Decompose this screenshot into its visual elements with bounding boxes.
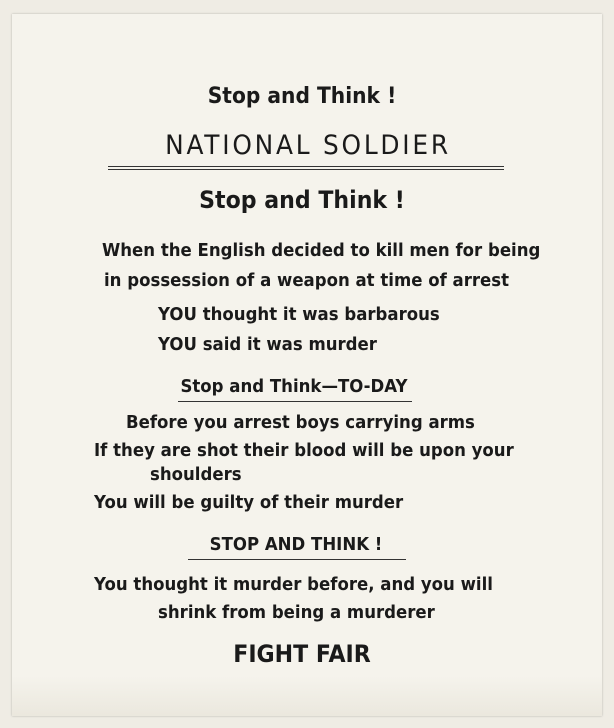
paragraph-2-line-1: Before you arrest boys carrying arms — [126, 412, 475, 433]
paragraph-3-line-2: shrink from being a murderer — [158, 602, 435, 623]
paragraph-2-line-3: shoulders — [150, 464, 242, 485]
paragraph-1-line-4: YOU said it was murder — [158, 334, 377, 355]
title-divider — [108, 166, 504, 170]
paper-stain — [12, 676, 602, 716]
paragraph-3-line-1: You thought it murder before, and you will — [94, 574, 493, 595]
heading-stop-and-think-underline — [188, 559, 406, 560]
stop-and-think-top: Stop and Think ! — [207, 84, 397, 109]
paragraph-1-line-1: When the English decided to kill men for being — [102, 240, 541, 261]
stop-and-think-second: Stop and Think ! — [199, 186, 405, 214]
poster-title: NATIONAL SOLDIER — [165, 130, 451, 161]
heading-stop-and-think: STOP AND THINK ! — [209, 534, 383, 555]
closing-fight-fair: FIGHT FAIR — [233, 640, 371, 668]
paragraph-1-line-3: YOU thought it was barbarous — [158, 304, 440, 325]
heading-today-underline — [178, 401, 412, 402]
paragraph-2-line-4: You will be guilty of their murder — [94, 492, 404, 513]
poster-sheet — [12, 14, 602, 716]
heading-today: Stop and Think—TO-DAY — [180, 376, 408, 397]
paragraph-1-line-2: in possession of a weapon at time of arrest — [104, 270, 510, 291]
paragraph-2-line-2: If they are shot their blood will be upon your — [94, 440, 514, 461]
